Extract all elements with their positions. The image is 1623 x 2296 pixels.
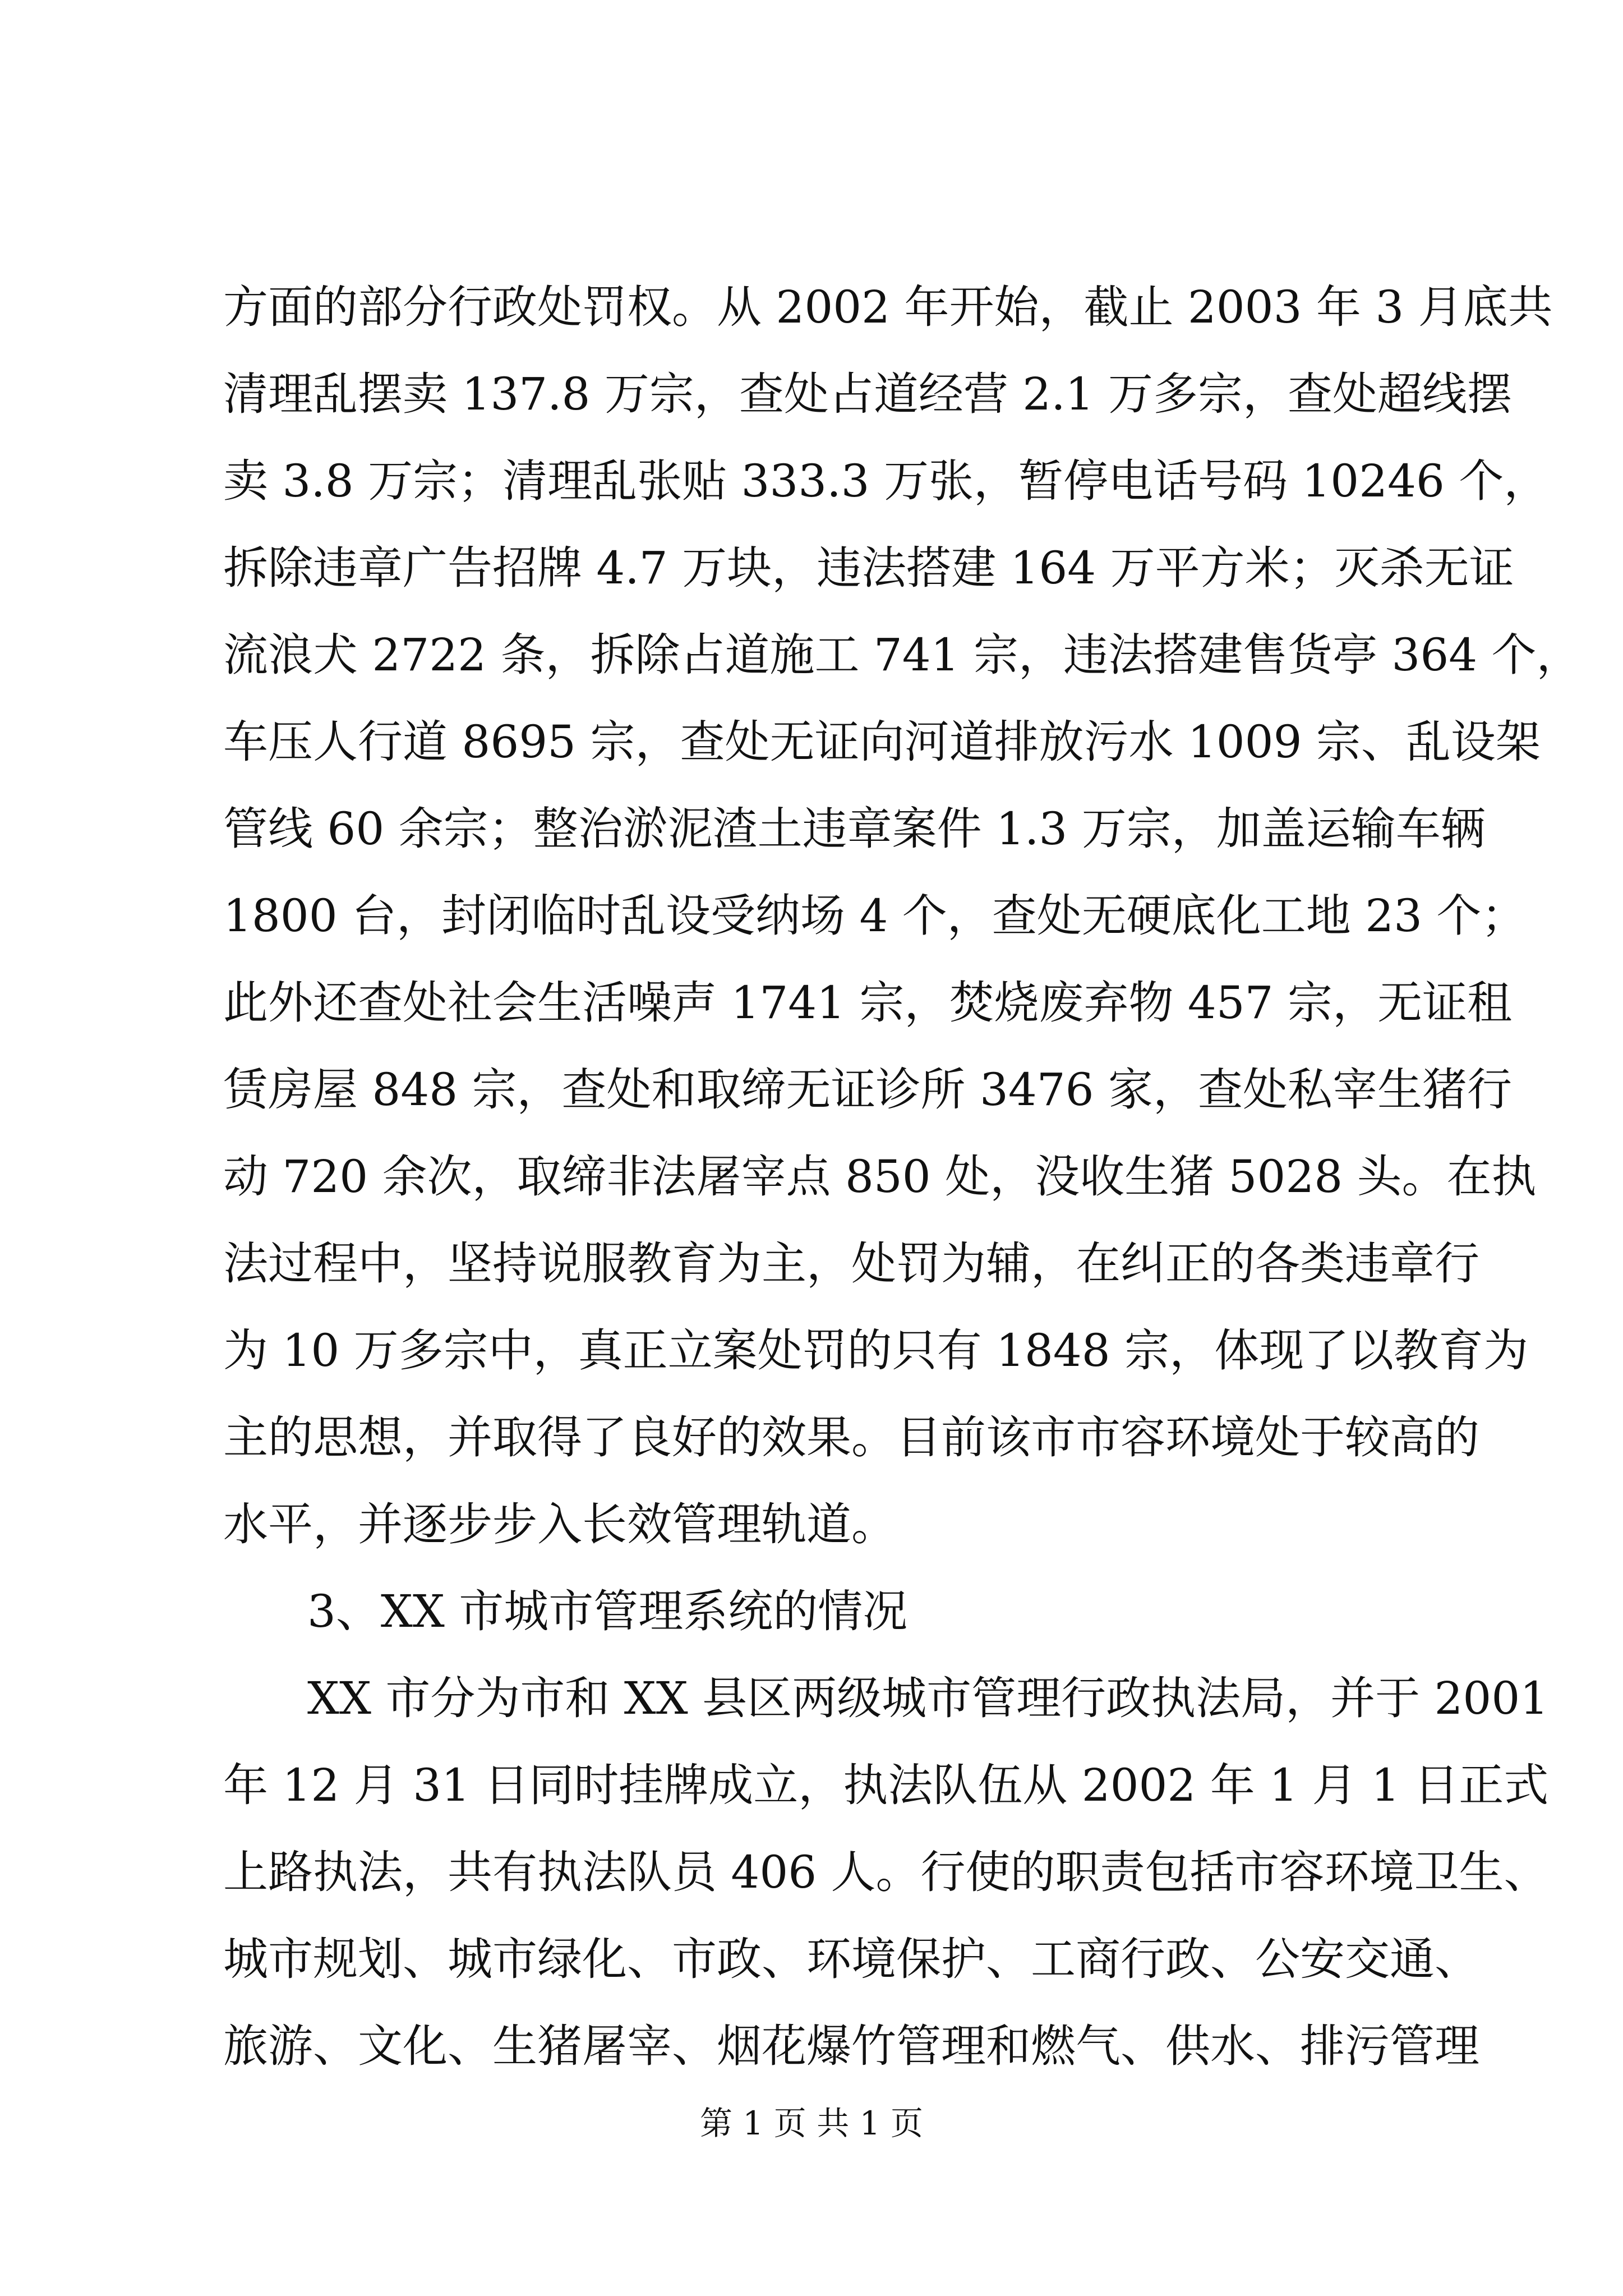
text-line: 主的思想，并取得了良好的效果。目前该市市容环境处于较高的 (223, 1411, 1479, 1464)
paragraph-city-management-system (223, 1655, 1549, 2090)
text-line: 法过程中，坚持说服教育为主，处罚为辅，在纠正的各类违章行 (223, 1237, 1479, 1290)
text-line: 水平，并逐步步入长效管理轨道。 (223, 1498, 896, 1550)
text-line: 旅游、文化、生猪屠宰、烟花爆竹管理和燃气、供水、排污管理 (223, 2020, 1479, 2072)
text-line: 拆除违章广告招牌 4.7 万块，违法搭建 164 万平方米；灭杀无证 (223, 542, 1514, 594)
text-line: 动 720 余次，取缔非法屠宰点 850 处，没收生猪 5028 头。在执 (223, 1151, 1537, 1203)
text-line: 管线 60 余宗；整治淤泥渣土违章案件 1.3 万宗，加盖运输车辆 (223, 803, 1486, 855)
section-heading: 3、XX 市城市管理系统的情况 (307, 1585, 908, 1637)
paragraph-enforcement-results (223, 264, 1581, 1568)
text-line: 流浪犬 2722 条，拆除占道施工 741 宗，违法搭建售货亭 364 个， (223, 629, 1581, 681)
text-line: 为 10 万多宗中，真正立案处罚的只有 1848 宗，体现了以教育为 (223, 1324, 1529, 1377)
text-line: 清理乱摆卖 137.8 万宗，查处占道经营 2.1 万多宗，查处超线摆 (223, 368, 1512, 420)
text-line: XX 市分为市和 XX 县区两级城市管理行政执法局，并于 2001 (307, 1672, 1549, 1724)
text-line: 上路执法，共有执法队员 406 人。行使的职责包括市容环境卫生、 (223, 1846, 1549, 1898)
text-line: 1800 台，封闭临时乱设受纳场 4 个，查处无硬底化工地 23 个； (223, 890, 1527, 942)
text-line: 年 12 月 31 日同时挂牌成立，执法队伍从 2002 年 1 月 1 日正式 (223, 1759, 1549, 1811)
text-line: 赁房屋 848 宗，查处和取缔无证诊所 3476 家，查处私宰生猪行 (223, 1064, 1513, 1116)
document-body (223, 264, 1581, 2090)
text-line: 方面的部分行政处罚权。从 2002 年开始，截止 2003 年 3 月底共 (223, 281, 1553, 333)
text-line: 此外还查处社会生活噪声 1741 宗，焚烧废弃物 457 宗，无证租 (223, 977, 1513, 1029)
text-line: 卖 3.8 万宗；清理乱张贴 333.3 万张，暂停电话号码 10246 个， (223, 455, 1549, 507)
page-footer: 第 1 页 共 1 页 (700, 2104, 923, 2142)
text-line: 城市规划、城市绿化、市政、环境保护、工商行政、公安交通、 (223, 1933, 1479, 1985)
text-line: 车压人行道 8695 宗，查处无证向河道排放污水 1009 宗、乱设架 (223, 716, 1541, 768)
